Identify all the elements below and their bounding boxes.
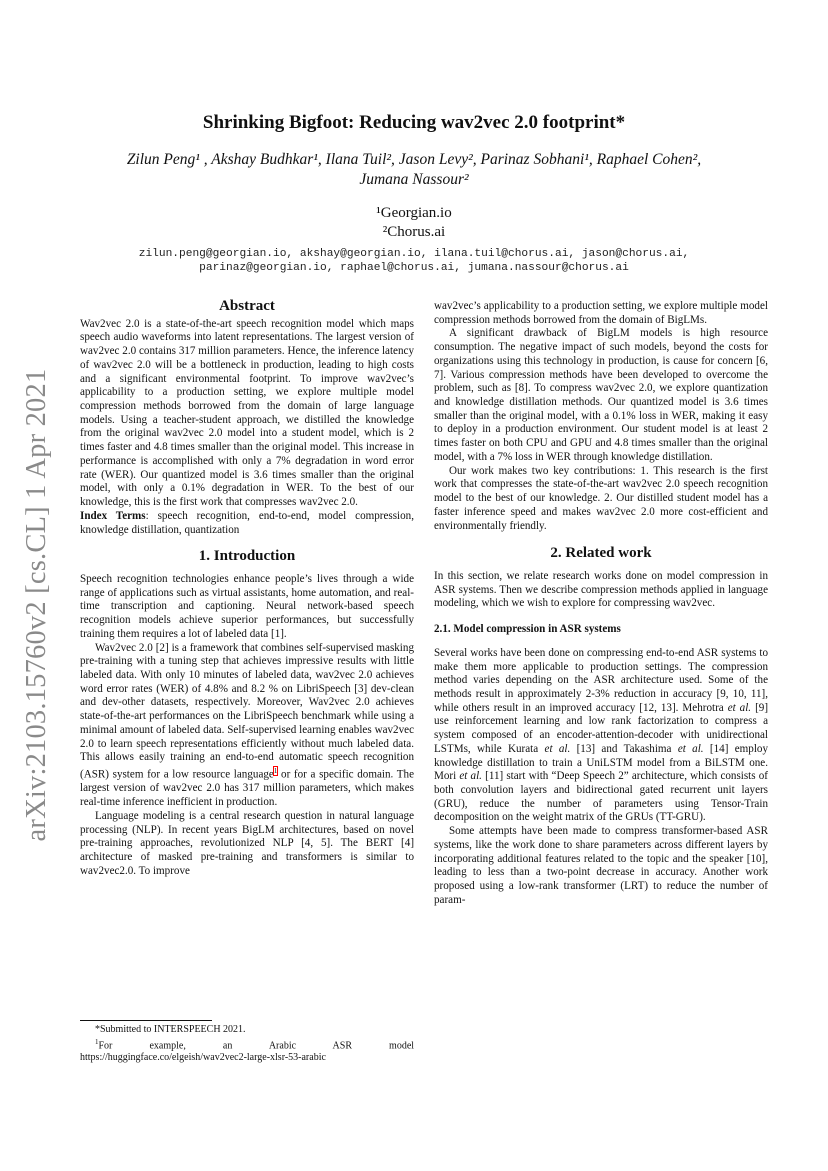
intro-paragraph-5: A significant drawback of BigLM models is high resource consumption. The negative impact of such models, beyond the costs for organizations using this technology in production, is cause for concern [6, 7]. Various compression methods have been developed to overcome the problem, such as [8]. To compress wav2vec 2.0, we explore quantization and knowledge distillation methods. Our quantized model is 3.6 times smaller than the original model, with a 0.1% loss in WER, making it easy to deploy in a production environment. Our student model is at least 2 times faster on both CPU and GPU and 4.8 times smaller than the original model, with a 7% loss in WER through knowledge distillation. xyxy=(434,327,768,463)
citation-link[interactable]: 6, 7 xyxy=(434,354,768,381)
citation-link[interactable]: 4, 5 xyxy=(304,837,327,850)
intro-paragraph-6: Our work makes two key contributions: 1. This research is the first work that compresses the state-of-the-art wav2vec 2.0 speech recognition model to the best of our knowledge. 2. Our distilled student model has a faster inference speed and makes wav2vec 2.0 more cost-efficient and environmentally friendly. xyxy=(434,464,768,532)
right-column xyxy=(434,300,768,907)
abstract-heading: Abstract xyxy=(219,298,275,314)
author-line-1: Zilun Peng¹ , Akshay Budhkar¹, Ilana Tuil², Jason Levy², Parinaz Sobhani¹, Raphael Cohen², xyxy=(126,151,702,168)
affiliation-georgian: ¹Georgian.io xyxy=(376,205,452,221)
citation-link[interactable]: 3 xyxy=(357,682,364,695)
introduction-heading: 1. Introduction xyxy=(198,548,296,565)
footnote-url[interactable]: https://huggingface.co/elgeish/wav2vec2-large-xlsr-53-arabic xyxy=(80,1052,326,1064)
intro-paragraph-2: Wav2vec 2.0 [2] is a framework that combines self-supervised masking pre-training with a tuning step that achieves impressive results with little labeled data. With only 10 minutes of labeled data, wav2vec 2.0 achieves word error rates (WER) of 4.8% and 8.2 % on LibriSpeech [3] dev-clean and dev-other datasets, respectively. Moreover, Wav2vec 2.0 achieves state-of-the-art performances on the LibriSpeech benchmark while using a minimal amount of labeled data. Self-supervised learning enables wav2vec 2.0 to learn speech representations efficiently without much labeled data. This allows easily training an end-to-end automatic speech recognition (ASR) system for a low resource language$^1$ or for a specific domain. The largest version of wav2vec 2.0 has 317 million parameters, which makes real-time inference inefficient in production. xyxy=(80,641,414,809)
paper-title: Shrinking Bigfoot: Reducing wav2vec 2.0 footprint* xyxy=(202,112,626,133)
index-terms xyxy=(80,510,414,537)
related-paragraph-2: Some attempts have been made to compress transformer-based ASR systems, like the work done to share parameters across different layers by incorporating additional features related to the topic and the speaker [10], leading to less than a two-point decrease in accuracy. Another work proposed using a low-rank transformer (LRT) to reduce the number of param- xyxy=(434,825,768,906)
index-terms-text: : speech recognition, end-to-end, model compression, knowledge distillation, quantization xyxy=(80,509,414,536)
citation-link[interactable]: 4 xyxy=(404,837,411,850)
footnote-link[interactable]: 1 xyxy=(273,767,278,775)
affiliation-chorus: ²Chorus.ai xyxy=(382,224,446,240)
email-line-2: parinaz@georgian.io, raphael@chorus.ai, jumana.nassour@chorus.ai xyxy=(199,262,629,274)
footnote-submitted: *Submitted to INTERSPEECH 2021. xyxy=(95,1024,246,1035)
related-work-heading: 2. Related work xyxy=(550,545,652,562)
related-paragraph-1: Several works have been done on compressing end-to-end ASR systems to make them more applicable to production settings. The compression method varies depending on the ASR architecture used. Some of the methods result in approximately 2-3% reduction in accuracy [9, 10, 11], while others result in an improved accuracy [12, 13]. Mehrotra et al. [9] use reinforcement learning and low rank factorization to compress a system composed of an encoder-attention-decoder with unidirectional LSTMs, while Kurata et al. [13] and Takashima et al. [14] employ knowledge distillation to train a UniLSTM model from a BiLSTM one. Mori et al. [11] start with “Deep Speech 2” architecture, which consists of both convolution layers and bidirectional gated recurrent unit layers (GRU), reduce the number of parameters using Tensor-Train decomposition on the weight matrix of the GRUs (TT-GRU). xyxy=(434,646,769,824)
citation-link[interactable]: 8 xyxy=(518,382,525,395)
left-column xyxy=(80,300,414,878)
footnotes xyxy=(80,1020,414,1064)
author-list xyxy=(100,150,728,190)
model-compression-heading: 2.1. Model compression in ASR systems xyxy=(434,623,621,636)
citation-link[interactable]: 13 xyxy=(580,742,592,755)
citation-link[interactable]: 10 xyxy=(750,852,762,865)
citation-link[interactable]: 12, 13 xyxy=(643,701,672,714)
affiliations xyxy=(100,204,728,242)
footnote-rule xyxy=(80,1020,212,1021)
citation-link[interactable]: 2 xyxy=(159,641,165,654)
citation-link[interactable]: 14 xyxy=(713,742,725,755)
author-line-2: Jumana Nassour² xyxy=(359,171,469,188)
abstract-text: Wav2vec 2.0 is a state-of-the-art speech recognition model which maps speech audio waveforms into latent representations. The largest version of wav2vec 2.0 contains 317 million parameters. Hence, the inference latency of wav2vec 2.0 will be a bottleneck in production, leading to high costs and a significant environmental footprint. To improve wav2vec’s applicability to a production setting, we explore multiple model compression methods borrowed from the domain of large language models. Using a teacher-student approach, we distilled the knowledge from the original wav2vec 2.0 model into a student model, which is 2 times faster and 4.8 times smaller than the original model. This increase in performance is accomplished with only a 7% degradation in word error rate (WER). Our quantized model is 3.6 times smaller than the original model, with only a 0.1% degradation in WER. To the best of our knowledge, this is the first work that compresses wav2vec 2.0. xyxy=(80,317,414,509)
intro-paragraph-1: Speech recognition technologies enhance people’s lives through a wide range of applications such as virtual assistants, home automation, and real-time transcription and captioning. Neural network-based speech recognition models achieve superior performances, but successfully training them requires a lot of labeled data [1]. xyxy=(80,572,414,640)
intro-paragraph-4: wav2vec’s applicability to a production setting, we explore multiple model compression methods borrowed from the domain of BigLMs. xyxy=(434,300,768,326)
citation-link[interactable]: 9 xyxy=(758,701,765,714)
related-intro: In this section, we relate research works done on model compression in ASR systems. Then we describe compression methods applied in language modeling, which we wish to explore for compressing wav2vec. xyxy=(434,569,768,610)
citation-link[interactable]: 11 xyxy=(488,770,500,783)
index-terms-label: Index Terms xyxy=(80,509,146,522)
email-list xyxy=(80,247,748,275)
intro-paragraph-3: Language modeling is a central research question in natural language processing (NLP). In recent years BigLM architectures, based on novel pre-training approaches, revolutionized NLP [4, 5]. The BERT [4] architecture of masked pre-training and transformers is similar to wav2vec2.0. To improve xyxy=(80,809,415,877)
email-line-1: zilun.peng@georgian.io, akshay@georgian.io, ilana.tuil@chorus.ai, jason@chorus.ai, xyxy=(138,248,690,260)
arxiv-stamp: arXiv:2103.15760v2 [cs.CL] 1 Apr 2021 xyxy=(21,368,52,842)
footnote-1: $^1$For example, an Arabic ASR model xyxy=(95,1038,415,1052)
citation-link[interactable]: 1 xyxy=(274,627,281,640)
citation-link[interactable]: 9, 10, 11 xyxy=(720,687,762,700)
